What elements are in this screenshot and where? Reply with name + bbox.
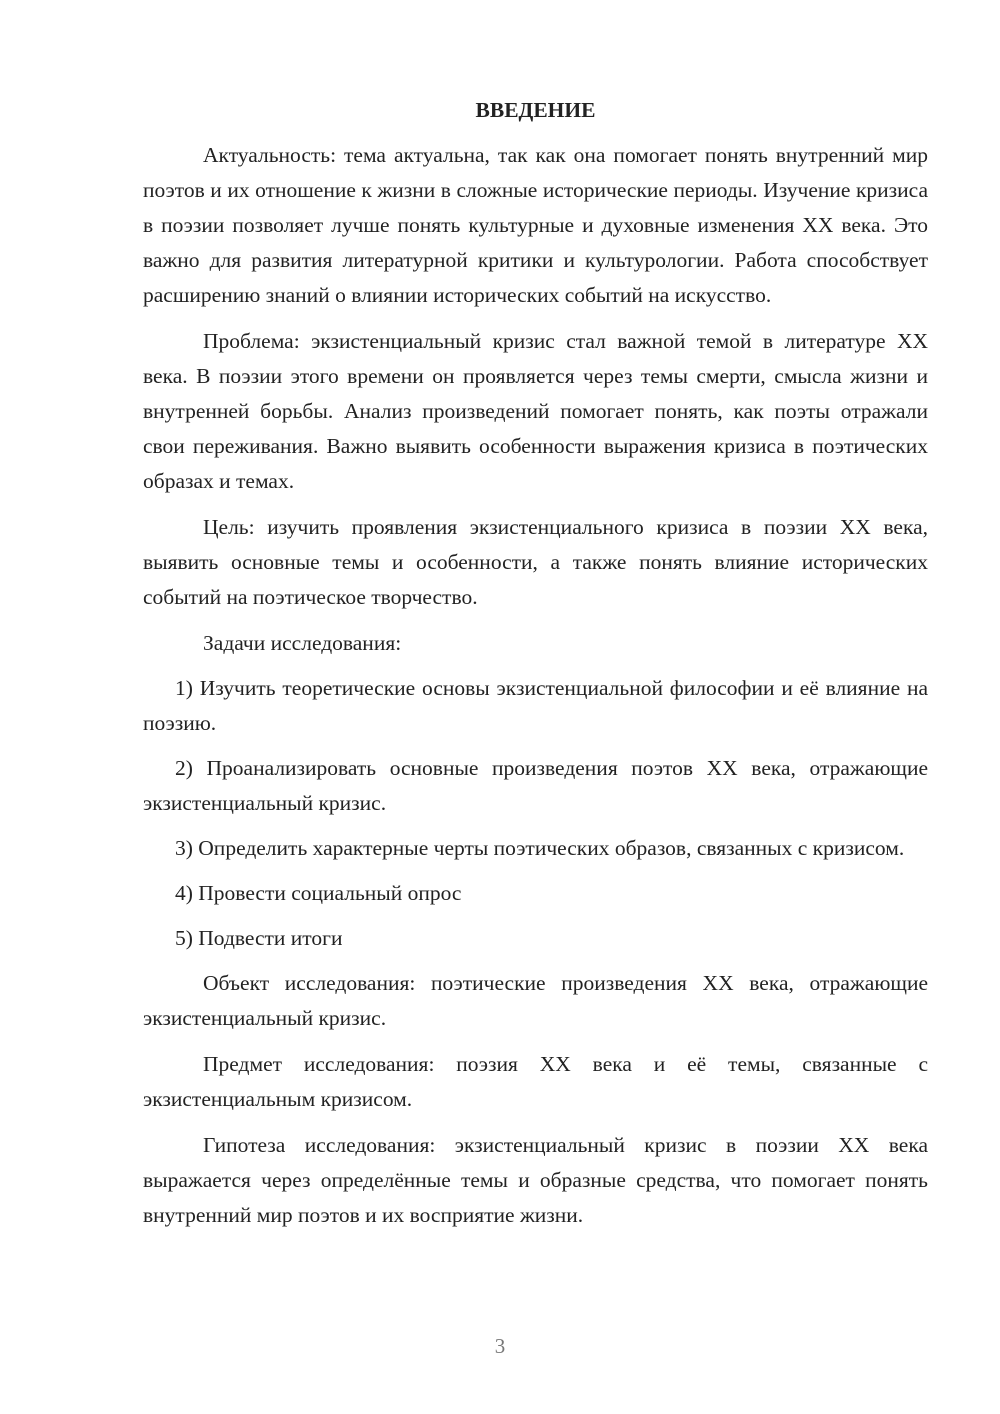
task-item-5: 5) Подвести итоги: [175, 926, 343, 950]
object-paragraph: Объект исследования: поэтические произведения XX века, отражающие экзистенциальный кризис.: [143, 971, 928, 1030]
task-item-4: 4) Провести социальный опрос: [175, 881, 462, 905]
task-item-3: 3) Определить характерные черты поэтических образов, связанных с кризисом.: [175, 836, 905, 860]
task-item-2: 2) Проанализировать основные произведения поэтов XX века, отражающие экзистенциальный кризис.: [143, 756, 928, 815]
page-number: 3: [494, 1334, 506, 1358]
task-item-1: 1) Изучить теоретические основы экзистенциальной философии и её влияние на поэзию.: [143, 676, 928, 735]
section-title: ВВЕДЕНИЕ: [475, 98, 596, 122]
goal-paragraph: Цель: изучить проявления экзистенциального кризиса в поэзии XX века, выявить основные темы и особенности, а также понять влияние исторических событий на поэтическое творчество.: [143, 515, 928, 609]
tasks-label: Задачи исследования:: [203, 631, 402, 655]
problem-paragraph: Проблема: экзистенциальный кризис стал важной темой в литературе XX века. В поэзии этого времени он проявляется через темы смерти, смысла жизни и внутренней борьбы. Анализ произведений помогает понять, как поэты отражали свои переживания. Важно выявить особенности выражения кризиса в поэтических образах и темах.: [143, 329, 928, 493]
subject-paragraph: Предмет исследования: поэзия XX века и её темы, связанные с экзистенциальным кризисом.: [143, 1052, 928, 1111]
hypothesis-paragraph: Гипотеза исследования: экзистенциальный кризис в поэзии XX века выражается через определённые темы и образные средства, что помогает понять внутренний мир поэтов и их восприятие жизни.: [143, 1133, 928, 1227]
document-page: [143, 92, 928, 1244]
relevance-paragraph: Актуальность: тема актуальна, так как она помогает понять внутренний мир поэтов и их отношение к жизни в сложные исторические периоды. Изучение кризиса в поэзии позволяет лучше понять культурные и духовные изменения XX века. Это важно для развития литературной критики и культурологии. Работа способствует расширению знаний о влиянии исторических событий на искусство.: [143, 143, 928, 307]
